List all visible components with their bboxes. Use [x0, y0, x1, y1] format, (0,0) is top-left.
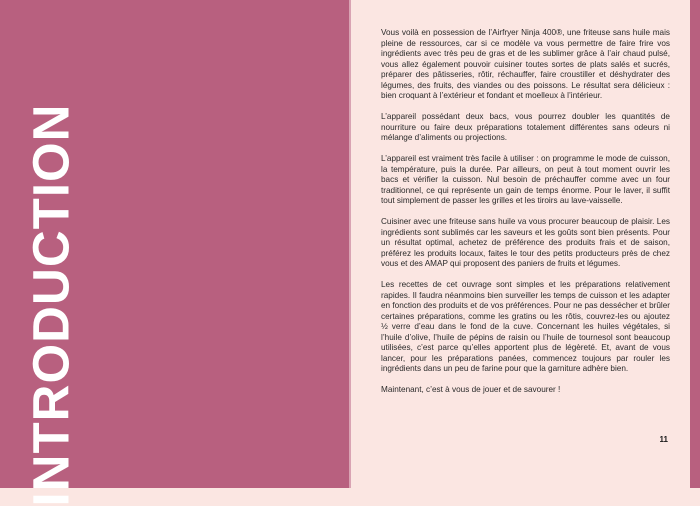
paragraph-5: Les recettes de cet ouvrage sont simples et les préparations relativement rapides. Il faudra néanmoins bien surveiller les temps de cuisson et les adapter en fonction des produits et de vos préférences. Pour ne pas dessécher et brûler certaines préparations, comme les gratins ou les rôtis, couvrez-les ou ajoutez ½ verre d’eau dans le fond de la cuve. Concernant les huiles végétales, si l’huile d’olive, l’huile de pépins de raisin ou l’huile de tournesol sont beaucoup utilisées, c’est parce qu’elles apportent plus de légèreté. Et, avant de vous lancer, pour les préparations panées, commencez toujours par rouler les ingrédients dans un peu de farine pour que la garniture adhère bien.: [381, 280, 671, 373]
page-gutter: [349, 0, 351, 488]
paragraph-3: L’appareil est vraiment très facile à utiliser : on programme le mode de cuisson, la température, puis la durée. Par ailleurs, on peut à tout moment ouvrir les bacs et vérifier la cuisson. Nul besoin de préchauffer comme avec un four traditionnel, ce qui représente un gain de temps énorme. Pour le laver, il suffit tout simplement de passer les grilles et les tiroirs au lave-vaisselle.: [381, 154, 670, 205]
paragraph-1: Vous voilà en possession de l’Airfryer Ninja 400®, une friteuse sans huile mais pleine de ressources, car si ce modèle va vous permettre de faire frire vos ingrédients avec très peu de gras et de les sublimer grâce à l’air chaud pulsé, vous allez également pouvoir cuisiner toutes sortes de plats salés et sucrés, préparer des pâtisseries, rôtir, réchauffer, faire croustiller et déshydrater des légumes, des fruits, des viandes ou des poissons. Le résultat sera délicieux : bien croquant à l’extérieur et fondant et moelleux à l’intérieur.: [381, 28, 670, 100]
chapter-title: INTRODUCTION: [22, 103, 80, 506]
paragraph-6: Maintenant, c’est à vous de jouer et de savourer !: [381, 385, 561, 394]
right-edge-stripe: [690, 0, 700, 488]
paragraph-2: L’appareil possédant deux bacs, vous pourrez doubler les quantités de nourriture ou faire deux préparations totalement différentes sans odeurs ni mélange d’aliments ou projections.: [381, 112, 670, 142]
left-page-panel: [0, 0, 349, 506]
paragraph-4: Cuisiner avec une friteuse sans huile va vous procurer beaucoup de plaisir. Les ingrédients sont sublimés car les saveurs et les goûts sont bien présents. Pour un résultat optimal, achetez de préférence des produits frais et de saison, préférez les produits locaux, faites le tour des petits producteurs près de chez vous et des AMAP qui proposent des paniers de fruits et légumes.: [381, 217, 670, 268]
body-text: [381, 28, 670, 406]
page-number: 11: [659, 435, 668, 444]
